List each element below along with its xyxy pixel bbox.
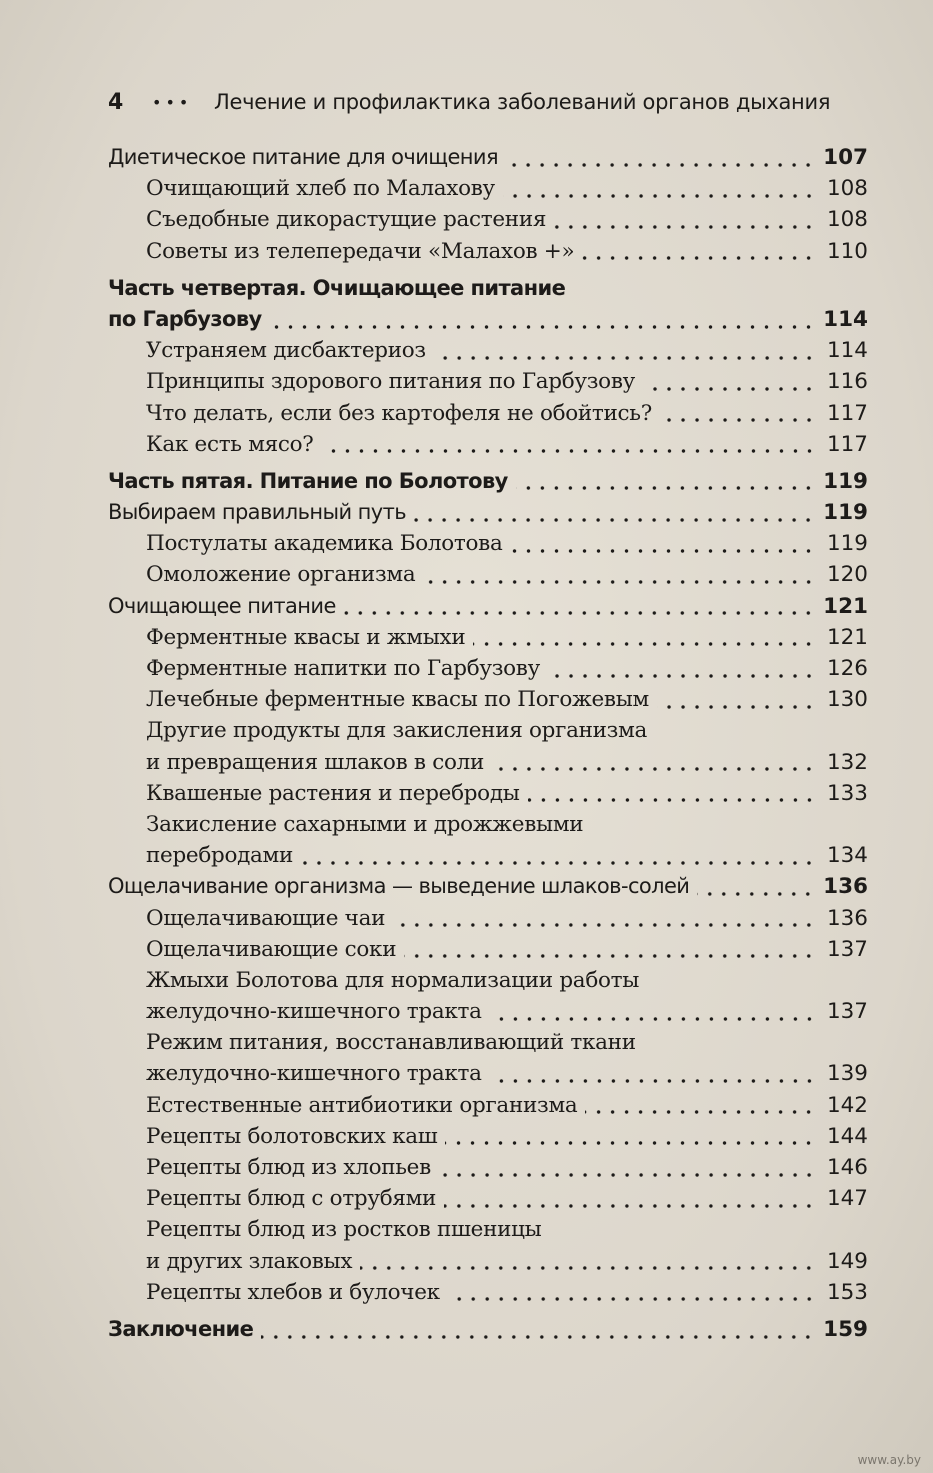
dot-leader bbox=[528, 798, 816, 802]
toc-entry-page: 117 bbox=[826, 400, 868, 426]
toc-entry-page: 110 bbox=[826, 238, 868, 264]
dot-leader bbox=[270, 325, 816, 329]
toc-entry-page: 116 bbox=[826, 369, 868, 395]
dot-leader bbox=[473, 642, 816, 646]
toc-entry-page: 136 bbox=[823, 874, 868, 900]
toc-entry-title: Как есть мясо? bbox=[146, 431, 314, 457]
dot-leader bbox=[448, 1297, 816, 1301]
toc-entry-title: Квашеные растения и переброды bbox=[146, 780, 520, 806]
toc-entry-page: 159 bbox=[823, 1316, 868, 1342]
toc-entry-title: желудочно-кишечного тракта bbox=[146, 1061, 482, 1087]
toc-entry-title: Очищающее питание bbox=[108, 593, 336, 618]
toc-entry-page: 114 bbox=[823, 306, 868, 332]
toc-entry[interactable] bbox=[108, 173, 868, 204]
toc-entry-title: желудочно-кишечного тракта bbox=[146, 999, 482, 1025]
dot-leader bbox=[434, 356, 816, 360]
toc-entry[interactable] bbox=[108, 1152, 868, 1183]
table-of-contents bbox=[108, 142, 868, 1345]
toc-entry-title: Другие продукты для закисления организма bbox=[146, 718, 648, 744]
toc-entry[interactable] bbox=[108, 715, 868, 746]
toc-entry[interactable] bbox=[108, 1277, 868, 1308]
toc-entry-title: перебродами bbox=[146, 843, 294, 869]
toc-entry-title: Ощелачивание организма — выведение шлаков-солей bbox=[108, 874, 690, 899]
dot-leader bbox=[506, 163, 815, 167]
toc-entry[interactable] bbox=[108, 747, 868, 778]
bullet-ornament: ••• bbox=[152, 92, 193, 112]
toc-entry-title: Режим питания, восстанавливающий ткани bbox=[146, 1030, 636, 1056]
toc-entry[interactable] bbox=[108, 591, 868, 622]
toc-entry-title: Выбираем правильный путь bbox=[108, 500, 406, 525]
toc-part-heading[interactable] bbox=[108, 466, 868, 497]
toc-entry-title: Лечебные ферментные квасы по Погожевым bbox=[146, 687, 649, 713]
dot-leader bbox=[490, 1017, 816, 1021]
toc-entry-title: Советы из телепередачи «Малахов +» bbox=[146, 238, 575, 264]
toc-entry-page: 147 bbox=[826, 1186, 868, 1212]
toc-entry-page: 108 bbox=[826, 176, 868, 202]
toc-entry-title: Заключение bbox=[108, 1316, 254, 1341]
dot-leader bbox=[660, 418, 816, 422]
dot-leader bbox=[643, 387, 816, 391]
toc-entry[interactable] bbox=[108, 934, 868, 965]
toc-entry-page: 146 bbox=[826, 1155, 868, 1180]
toc-entry-title: Рецепты болотовских каш bbox=[146, 1123, 438, 1149]
toc-entry[interactable] bbox=[108, 778, 868, 809]
toc-entry-title: Что делать, если без картофеля не обойтись? bbox=[146, 400, 652, 426]
toc-entry-page: 149 bbox=[826, 1248, 868, 1274]
toc-entry[interactable] bbox=[108, 1058, 868, 1089]
toc-entry-page: 132 bbox=[826, 749, 868, 775]
dot-leader bbox=[261, 1335, 815, 1339]
toc-entry-title: Естественные антибиотики организма bbox=[146, 1092, 578, 1118]
toc-part-heading[interactable] bbox=[108, 1314, 868, 1345]
toc-entry-page: 137 bbox=[826, 999, 868, 1025]
toc-entry-title: Диетическое питание для очищения bbox=[108, 145, 498, 169]
toc-entry[interactable] bbox=[108, 1246, 868, 1277]
toc-entry-title: Ощелачивающие соки bbox=[146, 936, 397, 962]
toc-entry-page: 119 bbox=[826, 531, 868, 557]
toc-entry-title: Рецепты блюд с отрубями bbox=[146, 1186, 437, 1212]
toc-entry[interactable] bbox=[108, 429, 868, 460]
dot-leader bbox=[510, 549, 816, 553]
dot-leader bbox=[548, 674, 816, 678]
toc-entry[interactable] bbox=[108, 204, 868, 235]
dot-leader bbox=[554, 225, 816, 229]
toc-entry-page: 120 bbox=[826, 562, 868, 588]
toc-entry-page: 114 bbox=[826, 338, 868, 364]
toc-entry[interactable] bbox=[108, 366, 868, 397]
toc-part-heading[interactable] bbox=[108, 273, 868, 304]
toc-entry-title: Устраняем дисбактериоз bbox=[146, 338, 426, 364]
toc-entry-title: Рецепты блюд из ростков пшеницы bbox=[146, 1217, 542, 1243]
toc-entry[interactable] bbox=[108, 684, 868, 715]
toc-entry-page: 137 bbox=[826, 936, 868, 962]
toc-entry-title: Очищающий хлеб по Малахову bbox=[146, 176, 495, 202]
dot-leader bbox=[503, 194, 816, 198]
dot-leader bbox=[492, 767, 816, 771]
toc-entry-page: 119 bbox=[823, 468, 868, 494]
toc-entry[interactable] bbox=[108, 398, 868, 429]
toc-entry[interactable] bbox=[108, 809, 868, 840]
page-number: 4 bbox=[108, 89, 124, 115]
toc-entry-page: 136 bbox=[826, 905, 868, 931]
toc-entry-page: 153 bbox=[826, 1279, 868, 1305]
toc-entry-title: Закисление сахарными и дрожжевыми bbox=[146, 811, 584, 837]
dot-leader bbox=[301, 861, 816, 865]
toc-entry-title: Съедобные дикорастущие растения bbox=[146, 207, 547, 233]
toc-entry-page: 119 bbox=[823, 500, 868, 526]
toc-entry-page: 126 bbox=[826, 656, 868, 681]
dot-leader bbox=[657, 705, 816, 709]
toc-entry-page: 121 bbox=[826, 624, 868, 650]
toc-entry[interactable] bbox=[108, 996, 868, 1027]
dot-leader bbox=[697, 892, 815, 896]
dot-leader bbox=[360, 1266, 816, 1270]
dot-leader bbox=[516, 486, 815, 490]
toc-entry-page: 133 bbox=[826, 780, 868, 806]
toc-entry-title: и других злаковых bbox=[146, 1248, 353, 1274]
dot-leader bbox=[490, 1079, 816, 1083]
dot-leader bbox=[445, 1141, 816, 1145]
dot-leader bbox=[582, 256, 816, 260]
dot-leader bbox=[439, 1173, 816, 1177]
dot-leader bbox=[404, 954, 816, 958]
toc-entry[interactable] bbox=[108, 1214, 868, 1245]
toc-entry-title: Омоложение организма bbox=[146, 562, 416, 588]
toc-entry-page: 117 bbox=[826, 431, 868, 457]
dot-leader bbox=[393, 923, 816, 927]
toc-entry[interactable] bbox=[108, 903, 868, 934]
toc-entry-page: 121 bbox=[823, 593, 868, 619]
toc-entry-title: Ферментные квасы и жмыхи bbox=[146, 624, 466, 650]
toc-entry[interactable] bbox=[108, 840, 868, 871]
dot-leader bbox=[423, 580, 816, 584]
dot-leader bbox=[414, 518, 815, 522]
toc-entry-title: Часть пятая. Питание по Болотову bbox=[108, 468, 508, 493]
toc-entry-page: 139 bbox=[826, 1061, 868, 1087]
toc-entry[interactable] bbox=[108, 1090, 868, 1121]
watermark: www.ay.by bbox=[857, 1453, 921, 1467]
toc-entry-title: Жмыхи Болотова для нормализации работы bbox=[146, 967, 640, 993]
toc-entry-page: 107 bbox=[823, 145, 868, 170]
toc-part-heading[interactable] bbox=[108, 304, 868, 335]
toc-entry-page: 108 bbox=[826, 207, 868, 233]
toc-entry[interactable] bbox=[108, 142, 868, 173]
toc-entry-page: 142 bbox=[826, 1092, 868, 1118]
toc-entry[interactable] bbox=[108, 1183, 868, 1214]
toc-entry-title: Постулаты академика Болотова bbox=[146, 531, 503, 557]
running-header bbox=[108, 84, 868, 120]
toc-entry-page: 130 bbox=[826, 687, 868, 713]
dot-leader bbox=[322, 449, 816, 453]
toc-entry-title: Часть четвертая. Очищающее питание bbox=[108, 275, 566, 300]
toc-entry[interactable] bbox=[108, 236, 868, 267]
toc-entry[interactable] bbox=[108, 559, 868, 590]
dot-leader bbox=[444, 1204, 816, 1208]
toc-entry-page: 134 bbox=[826, 843, 868, 869]
toc-entry[interactable] bbox=[108, 965, 868, 996]
dot-leader bbox=[585, 1110, 816, 1114]
toc-entry[interactable] bbox=[108, 528, 868, 559]
toc-entry[interactable] bbox=[108, 497, 868, 528]
toc-entry-title: Ощелачивающие чаи bbox=[146, 905, 386, 931]
toc-entry[interactable] bbox=[108, 622, 868, 653]
dot-leader bbox=[344, 611, 815, 615]
toc-entry-title: Рецепты хлебов и булочек bbox=[146, 1279, 440, 1305]
toc-entry-title: и превращения шлаков в соли bbox=[146, 749, 485, 775]
toc-entry-title: Рецепты блюд из хлопьев bbox=[146, 1155, 431, 1180]
toc-entry-title: по Гарбузову bbox=[108, 306, 262, 331]
toc-entry[interactable] bbox=[108, 871, 868, 902]
toc-entry[interactable] bbox=[108, 1027, 868, 1058]
toc-entry-title: Ферментные напитки по Гарбузову bbox=[146, 656, 540, 681]
toc-entry[interactable] bbox=[108, 653, 868, 684]
running-title: Лечение и профилактика заболеваний органов дыхания bbox=[214, 90, 831, 114]
toc-entry-page: 144 bbox=[826, 1123, 868, 1149]
toc-entry[interactable] bbox=[108, 335, 868, 366]
toc-entry-title: Принципы здорового питания по Гарбузову bbox=[146, 369, 635, 395]
toc-entry[interactable] bbox=[108, 1121, 868, 1152]
